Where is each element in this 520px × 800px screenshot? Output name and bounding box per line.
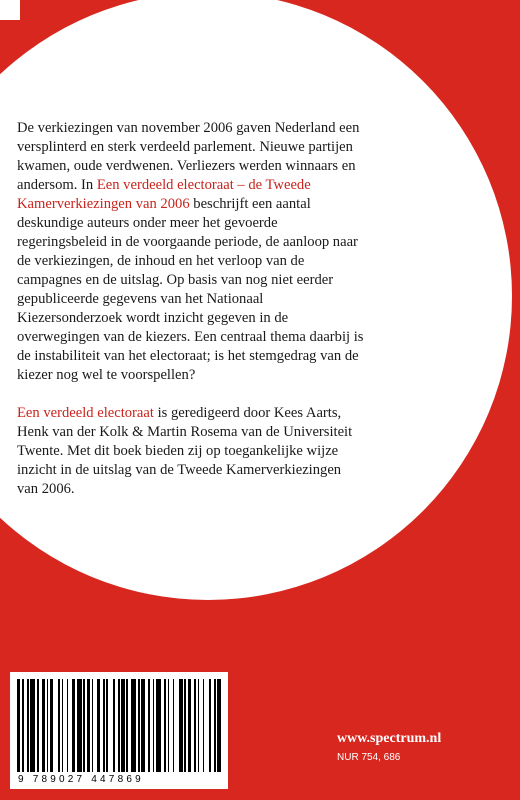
blurb-text <box>17 119 365 499</box>
publisher-url: www.spectrum.nl <box>337 731 442 746</box>
blurb-p1-book-title: Een verdeeld electoraat – de Tweede Kamerverkiezingen van 2006 <box>17 177 311 212</box>
blurb-paragraph-2 <box>17 404 365 499</box>
blurb-p2-segment-2: is geredigeerd door Kees Aarts, Henk van der Kolk & Martin Rosema van de Universiteit Twente. Met dit boek bieden zij op toegankelijke wijze inzicht in de uitslag van de Tweede Kamerverkiezingen van 2006. <box>17 405 353 497</box>
isbn-number: 9 789027 447869 <box>18 774 144 785</box>
blurb-paragraph-1 <box>17 119 365 385</box>
corner-white-notch <box>0 0 20 20</box>
blurb-p1-segment-3: beschrijft een aantal deskundige auteurs onder meer het gevoerde regeringsbeleid in de voorgaande periode, de aanloop naar de verkiezingen, de inhoud en het verloop van de campagnes en de uitslag. Op basis van nog niet eerder gepubliceerde gegevens van het Nationaal Kiezersonderzoek wordt inzicht gegeven in de overwegingen van de kiezers. Een centraal thema daarbij is de instabiliteit van het electoraat; is het stemgedrag van de kiezer nog wel te voorspellen? <box>17 196 364 383</box>
blurb-p1-segment-1: De verkiezingen van november 2006 gaven Nederland een versplinterd en sterk verdeeld parlement. Nieuwe partijen kwamen, oude verdwenen. Verliezers werden winnaars en andersom. In <box>17 120 360 193</box>
barcode <box>10 672 228 789</box>
nur-code: NUR 754, 686 <box>337 752 401 763</box>
barcode-bars <box>17 679 221 772</box>
barcode-bar <box>217 679 220 772</box>
blurb-p2-book-title: Een verdeeld electoraat <box>17 405 154 421</box>
